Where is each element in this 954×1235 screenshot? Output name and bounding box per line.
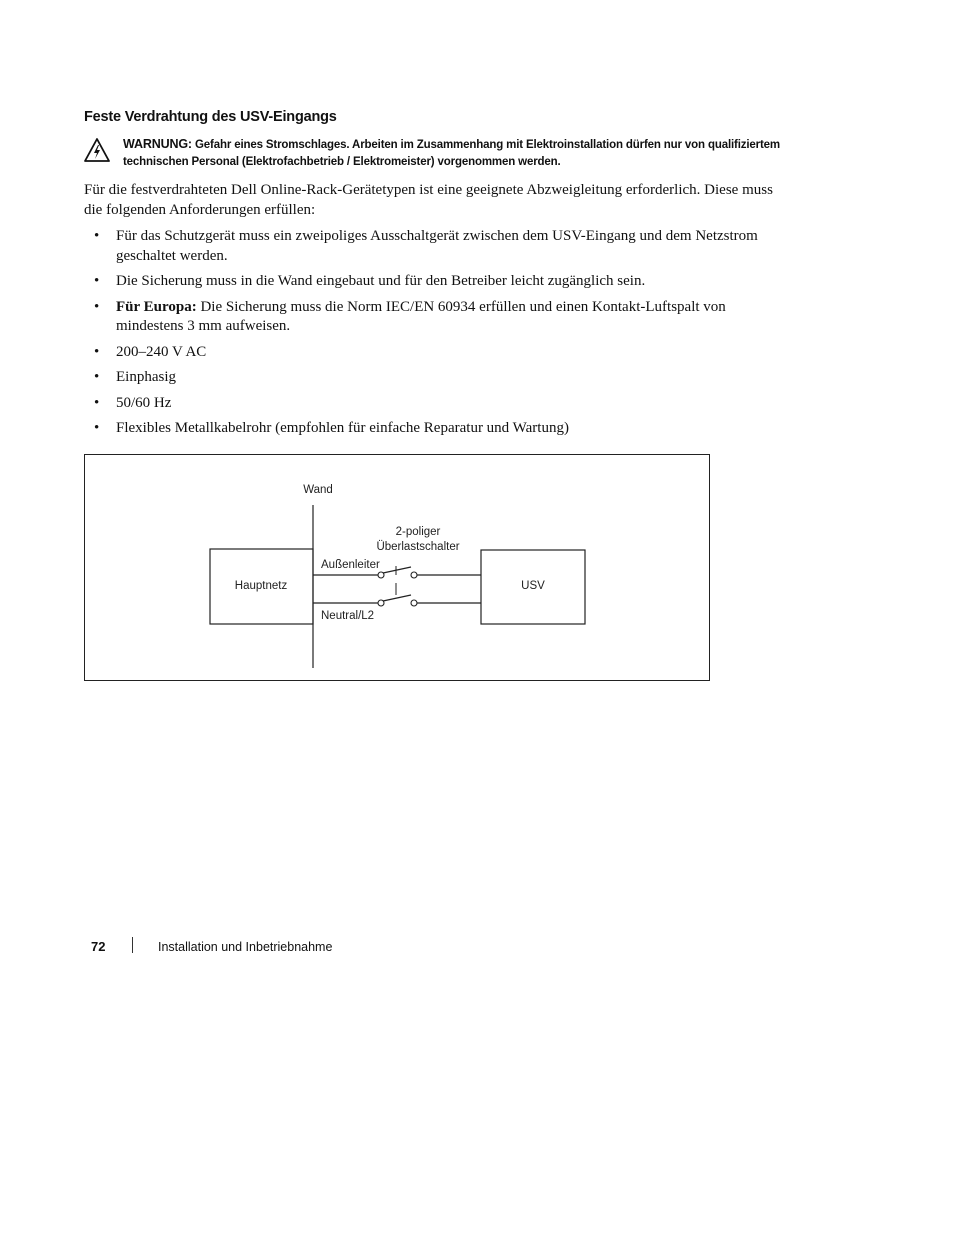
warning-text: Gefahr eines Stromschlages. Arbeiten im Zusammenhang mit Elektroinstallation dürfen nur von qualifiziertem technischen Personal (Elektrofachbetrieb / Elektromeister) vorgenommen werden.	[123, 139, 780, 168]
mains-label: Hauptnetz	[234, 580, 288, 592]
list-item: • 200–240 V AC	[94, 343, 207, 360]
chapter-title: Installation und Inbetriebnahme	[158, 940, 333, 954]
list-item: • Einphasig	[94, 369, 176, 385]
section-title: Feste Verdrahtung des USV-Eingangs	[84, 109, 337, 125]
breaker-label-2: Überlastschalter	[376, 541, 460, 553]
requirements-list	[84, 227, 784, 445]
line-conductor-label: Außenleiter	[321, 559, 380, 571]
warning-icon	[84, 138, 110, 162]
page-number: 72	[91, 939, 106, 954]
ups-label: USV	[521, 580, 545, 592]
list-item: • Für das Schutzgerät muss ein zweipoliges Ausschaltgerät zwischen dem USV-Eingang und dem Netzstrom geschaltet werden.	[94, 228, 758, 264]
breaker-switch	[383, 595, 411, 601]
wiring-diagram	[84, 454, 710, 681]
warning-label: WARNUNG:	[123, 137, 192, 151]
footer-divider	[132, 937, 133, 953]
breaker-contact	[411, 600, 417, 606]
list-item: • Flexibles Metallkabelrohr (empfohlen für einfache Reparatur und Wartung)	[94, 420, 569, 436]
list-item: • Für Europa: Die Sicherung muss die Norm IEC/EN 60934 erfüllen und einen Kontakt-Luftspalt von mindestens 3 mm aufweisen.	[94, 298, 726, 334]
list-item: • Die Sicherung muss in die Wand eingebaut und für den Betreiber leicht zugänglich sein.	[94, 273, 646, 289]
list-item: • 50/60 Hz	[94, 394, 172, 411]
breaker-contact	[411, 572, 417, 578]
wiring-diagram-svg	[85, 455, 709, 680]
breaker-label-1: 2-poliger	[395, 526, 441, 538]
wall-label: Wand	[303, 484, 333, 496]
breaker-switch	[383, 567, 411, 573]
warning-note	[123, 136, 783, 171]
neutral-label: Neutral/L2	[321, 610, 375, 622]
intro-paragraph: Für die festverdrahteten Dell Online-Rack-Gerätetypen ist eine geeignete Abzweigleitung erforderlich. Diese muss die folgenden Anforderungen erfüllen:	[84, 182, 773, 218]
